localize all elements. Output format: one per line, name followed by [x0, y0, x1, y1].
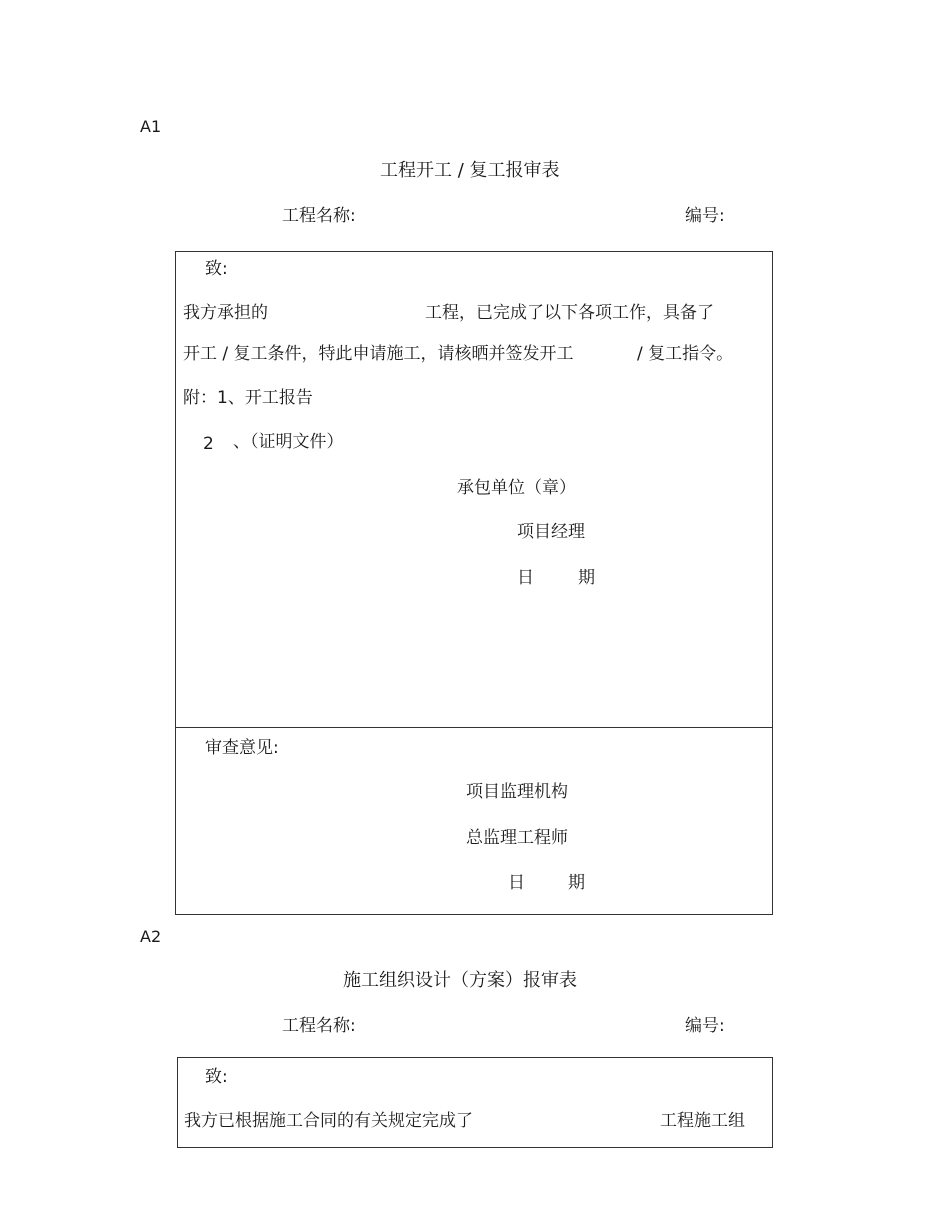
a1-date-char-2: 期	[578, 568, 595, 588]
a1-attachment-2-number: 2	[203, 434, 214, 454]
a2-number-label: 编号:	[685, 1016, 725, 1036]
a1-supervision-org: 项目监理机构	[466, 782, 568, 802]
form-a2-box	[177, 1057, 773, 1148]
a2-to-label: 致:	[205, 1067, 228, 1087]
section-label-a2: A2	[140, 927, 162, 946]
form-a1-title: 工程开工 / 复工报审表	[380, 160, 560, 181]
a1-body-line2-a: 开工 / 复工条件，特此申请施工，请核晒并签发开工	[183, 344, 574, 364]
a2-body-line1-b: 工程施工组	[660, 1111, 745, 1131]
a1-body-line1-a: 我方承担的	[183, 303, 268, 323]
a1-attachment-2-text: 、（证明文件）	[233, 432, 344, 452]
a1-review-date-char-2: 期	[568, 873, 585, 893]
a1-date-char-1: 日	[517, 568, 534, 588]
a2-body-line1-a: 我方已根据施工合同的有关规定完成了	[184, 1111, 473, 1131]
a1-review-date-char-1: 日	[508, 873, 525, 893]
a1-project-name-label: 工程名称:	[282, 206, 356, 226]
a1-body-line2-b: / 复工指令。	[637, 344, 734, 364]
a1-chief-engineer: 总监理工程师	[466, 828, 568, 848]
a1-number-label: 编号:	[685, 206, 725, 226]
a1-project-manager: 项目经理	[517, 522, 585, 542]
a1-attachment-1: 附：1、开工报告	[183, 388, 313, 408]
a1-to-label: 致:	[205, 259, 228, 279]
a2-project-name-label: 工程名称:	[282, 1016, 356, 1036]
form-a2-title: 施工组织设计（方案）报审表	[343, 970, 577, 991]
section-label-a1: A1	[140, 117, 162, 136]
a1-body-line1-b: 工程，已完成了以下各项工作，具备了	[425, 303, 714, 323]
form-a1-divider	[175, 727, 773, 728]
a1-review-label: 审查意见:	[205, 738, 279, 758]
a1-contractor-seal: 承包单位（章）	[457, 478, 576, 498]
